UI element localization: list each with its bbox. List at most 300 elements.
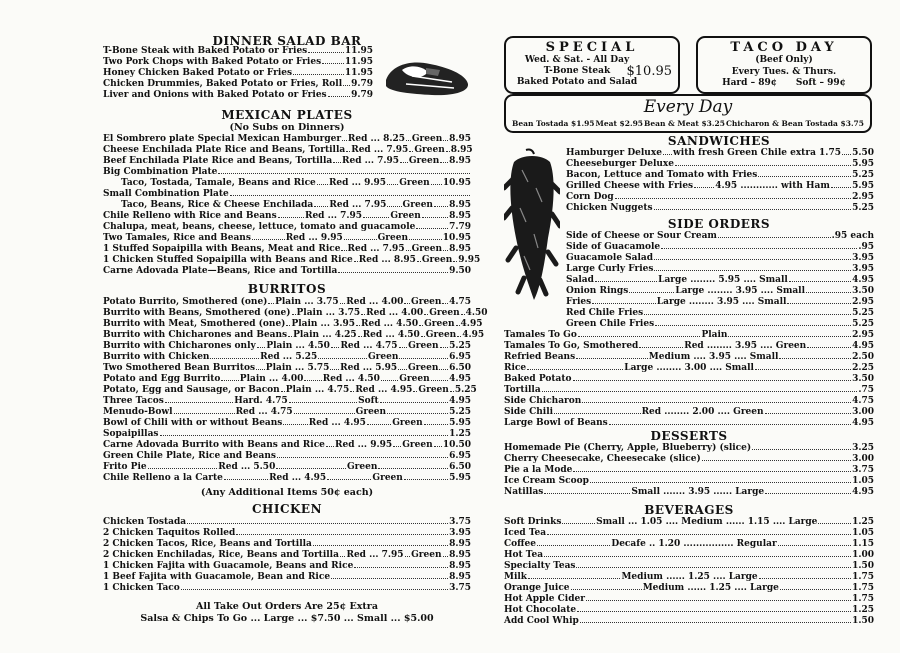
menu-item-price: 4.75 [852,396,874,406]
menu-item-name: Carne Adovada Plate—Beans, Rice and Tortilla [103,266,338,276]
dot-leader [314,199,328,207]
dot-leader [288,329,292,337]
menu-item-name: Potato, Egg and Sausage, or Bacon [103,385,280,395]
dot-leader [354,254,358,262]
menu-item-row [504,527,874,538]
dot-leader [654,263,851,271]
menu-item-row [504,395,874,406]
menu-item-name: Guacamole Salad [566,253,654,263]
menu-item-name: 2 Chicken Enchiladas, Rice, Beans and Tortilla [103,550,339,560]
dot-leader [350,384,354,392]
mexican-plates-heading: MEXICAN PLATES [221,108,353,122]
menu-item-row [566,202,874,213]
menu-item-name: Chicken Drummies, Baked Potato or Fries, Roll [103,79,343,89]
side-orders-heading: SIDE ORDERS [667,217,771,231]
menu-item-price: 10.95 [442,178,472,188]
menu-item-name: T-Bone Steak with Baked Potato or Fries [103,46,308,56]
menu-item-price: 8.95 [449,561,471,571]
dot-leader [779,351,851,359]
menu-item-red-price: Red ... 5.95 [340,363,398,373]
menu-item-name: Small Combination Plate [103,189,229,199]
dot-leader [281,384,285,392]
menu-item-green-price: Green [372,473,403,483]
menu-item-price: 1.15 [852,539,875,549]
menu-item-price: 8.95 [449,572,471,582]
dot-leader [331,340,340,348]
dot-leader [380,395,448,403]
menu-item-name: Hamburger Deluxe [566,148,662,158]
menu-item-row [566,241,874,252]
every-day-box [504,94,872,133]
dot-leader [387,177,398,185]
menu-item-row [103,362,471,373]
menu-item-name: Two Tamales, Rice and Beans [103,233,251,243]
dot-leader [759,571,851,579]
menu-item-name: Beef Enchilada Plate Rice and Beans, Tortilla [103,156,333,166]
menu-item-price: 8.95 [449,539,471,549]
every-day-item: Bean Tostada $1.95 [512,119,595,128]
dot-leader [343,78,350,86]
menu-item-name: Two Pork Chops with Baked Potato or Fries [103,57,322,67]
menu-item-price: 4.95 [852,275,874,285]
menu-item-name: Large Curly Fries [566,264,654,274]
dot-leader [416,221,448,229]
menu-item-red-price: Red ... 9.95 [335,440,393,450]
menu-item-row [103,232,471,243]
dot-leader [318,351,367,359]
menu-item-name: Corn Dog [566,192,614,202]
menu-item-price: 4.50 [465,308,488,318]
dot-leader [344,232,377,240]
dot-leader [313,538,448,546]
dot-leader [528,571,620,579]
dot-leader [453,254,457,262]
menu-item-name: Large Bowl of Beans [504,418,608,428]
dot-leader [174,406,235,414]
dot-leader [450,384,454,392]
menu-item-name: Green Chile Plate, Rice and Beans [103,451,276,461]
menu-item-row [103,340,471,351]
dot-leader [356,318,360,326]
menu-item-price: 8.95 [449,550,471,560]
menu-item-row [103,296,471,307]
menu-item-price: 5.50 [852,148,875,158]
dot-leader [446,144,450,152]
dot-leader [457,329,461,337]
menu-item-row [566,307,874,318]
menu-item-name: 1 Stuffed Sopaipilla with Beans, Meat and Rice [103,244,341,254]
menu-item-price: 4.95 [462,330,485,340]
menu-item-red-price: Red ... 4.75 [340,341,398,351]
menu-item-price: 1.50 [852,616,874,626]
menu-item-row [103,210,471,221]
dot-leader [434,199,448,207]
menu-item-green-price: Soft [358,396,379,406]
dot-leader [148,461,218,469]
menu-item-price: 1.25 [852,605,874,615]
menu-item-mid-price: Large ........ 3.00 .... Small [624,363,754,373]
every-day-item: Bean & Meat $3.25 [644,119,725,128]
dot-leader [276,461,346,469]
menu-item-name: 1 Chicken Taco [103,583,180,593]
menu-item-name: Two Smothered Bean Burritos [103,363,256,373]
taco-day-prices: Hard – 89¢ Soft – 99¢ [722,78,846,88]
dot-leader [542,384,858,392]
dot-leader [571,582,642,590]
dot-leader [644,307,851,315]
dot-leader [562,516,595,524]
dot-leader [252,232,285,240]
menu-item-price: 4.95 [460,319,483,329]
dot-leader [409,144,413,152]
menu-item-mid-price: Small ....... 3.95 ...... Large [631,487,765,497]
dot-leader [440,340,449,348]
dot-leader [378,461,448,469]
menu-item-price: 5.25 [454,385,477,395]
menu-item-name: Sopaipillas [103,429,159,439]
menu-item-name: Hot Chocolate [504,605,577,615]
dot-leader [728,329,851,337]
menu-item-row [103,351,471,362]
menu-item-price: 1.00 [852,550,874,560]
burritos-heading: BURRITOS [247,282,327,296]
menu-item-name: Side Chili [504,407,554,417]
menu-item-name: Chile Relleno with Rice and Beans [103,211,277,221]
menu-item-name: Honey Chicken Baked Potato or Fries [103,68,293,78]
menu-item-name: Menudo-Bowl [103,407,173,417]
menu-item-price: 1.05 [852,476,874,486]
dot-leader [765,406,852,414]
special-price: $10.95 [626,64,672,79]
menu-item-price: 3.95 [852,264,874,274]
menu-item-row [566,252,874,263]
menu-item-price: 5.25 [852,203,874,213]
menu-item-name: Chicken Tostada [103,517,187,527]
dot-leader [399,351,448,359]
menu-item-row [504,329,874,340]
menu-item-row [103,318,483,329]
menu-item-mid-price: Large ........ 3.95 .... Small [656,297,787,307]
menu-item-row [103,560,471,571]
menu-item-row [103,406,471,417]
menu-item-name: Fries [566,297,592,307]
menu-item-row [103,472,471,483]
menu-item-red-price: Red ... 4.00 [366,308,424,318]
menu-item-green-price: Green [346,462,378,472]
dot-leader [807,340,851,348]
menu-item-name: Onion Rings [566,286,629,296]
menu-item-price: 4.95 [852,341,874,351]
menu-item-red-price: Red ... 9.95 [285,233,343,243]
menu-item-red-price: Red ... 8.25 [347,134,406,144]
menu-item-row [103,549,471,560]
dot-leader [181,582,448,590]
dot-leader [187,516,448,524]
menu-item-name: Hot Apple Cider [504,594,585,604]
menu-item-green-price: Green [411,244,443,254]
menu-item-row [566,158,874,169]
dot-leader [294,406,355,414]
dot-leader [210,351,259,359]
menu-item-price: 5.95 [852,181,874,191]
menu-item-name: Taco, Beans, Rice & Cheese Enchilada [121,200,314,210]
dot-leader [387,199,401,207]
menu-item-row [504,582,874,593]
dot-leader [578,329,701,337]
menu-item-row [504,604,874,615]
menu-item-name: Milk [504,572,528,582]
menu-item-price: 10.50 [442,440,471,450]
beverages-heading: BEVERAGES [644,503,734,517]
menu-item-name: Bacon, Lettuce and Tomato with Fries [566,170,758,180]
dot-leader [755,362,851,370]
menu-item-red-price: Red ... 4.50 [362,330,420,340]
menu-item-row [504,453,874,464]
menu-item-row [504,571,874,582]
menu-item-name: Ice Cream Scoop [504,476,589,486]
dot-leader [718,230,831,238]
menu-item-plain-price: Plain ... 4.00 [239,374,304,384]
menu-item-name: 2 Chicken Taquitos Rolled [103,528,236,538]
special-title: SPECIAL [545,40,639,55]
menu-item-price: 4.95 [449,396,471,406]
dot-leader [663,147,672,155]
dot-leader [160,428,449,436]
menu-item-plain-price: Plain ... 4.50 [266,341,330,351]
menu-item-green-price: Green [402,200,433,210]
menu-item-name: Burrito with Chicharones only [103,341,256,351]
menu-item-green-price: Green [429,308,460,318]
menu-item-plain-price: Plain ... 4.25 [293,330,357,340]
menu-item-green-price: Green [355,407,387,417]
menu-item-price: 11.95 [344,68,373,78]
menu-item-name: Hot Tea [504,550,544,560]
menu-item-name: Tamales To Go, Smothered [504,341,639,351]
menu-item-row [103,188,471,199]
menu-item-name: Rice [504,363,527,373]
menu-item-price: 3.95 [449,528,471,538]
dot-leader [413,384,417,392]
dot-leader [576,351,648,359]
menu-item-mid-price: 4.95 ............ with Ham [715,181,830,191]
dot-leader [440,155,448,163]
menu-item-row [103,199,471,210]
dot-leader [424,307,428,315]
chicken-heading: CHICKEN [251,502,323,516]
taco-day-days: Every Tues. & Thurs. [731,67,837,77]
taco-day-beef-note: (Beef Only) [755,55,813,65]
dot-leader [289,395,357,403]
menu-item-price: 8.95 [449,211,472,221]
menu-item-name: Liver and Onions with Baked Potato or Fries [103,90,327,100]
dot-leader [654,252,851,260]
menu-item-price: 3.25 [852,443,874,453]
menu-item-name: Red Chile Fries [566,308,644,318]
menu-item-red-price: Red ... 7.95 [329,200,387,210]
menu-item-name: Orange Juice [504,583,570,593]
menu-item-row [566,263,874,274]
steak-illustration [382,56,470,98]
menu-item-green-price: Green [408,341,439,351]
menu-item-row [504,406,874,417]
menu-item-row [504,351,874,362]
dot-leader [354,560,448,568]
menu-item-row [504,417,874,428]
dot-leader [577,604,851,612]
dot-leader [780,582,851,590]
every-day-item: Chicharon & Bean Tostada $3.75 [725,119,864,128]
menu-item-red-price: Red ... 4.95 [269,473,327,483]
menu-item-name: Chicken Nuggets [566,203,653,213]
menu-item-price: 4.95 [449,374,471,384]
menu-item-red-price: Red ... 7.95 [304,211,363,221]
dot-leader [330,362,339,370]
menu-item-price: 9.50 [449,266,471,276]
dot-leader [308,45,344,53]
menu-item-mid-price: Medium .... 3.95 .... Small [648,352,779,362]
dot-leader [806,285,851,293]
menu-item-row [504,486,874,497]
menu-item-red-price: Red ... 5.25 [260,352,318,362]
salad-bar-heading: DINNER SALAD BAR [212,34,362,48]
dot-leader [304,373,321,381]
menu-item-name: Carne Adovada Burrito with Beans and Rice [103,440,325,450]
dot-leader [443,549,449,557]
additional-items-note: (Any Additional Items 50¢ each) [200,487,374,498]
menu-item-price: 8.95 [449,156,471,166]
menu-item-red-price: Red ... 7.95 [351,145,409,155]
menu-item-row [504,560,874,571]
menu-item-name: Homemade Pie (Cherry, Apple, Blueberry) (slice) [504,443,752,453]
menu-item-row [566,230,874,241]
menu-item-plain-price: Plain ... 5.75 [265,363,330,373]
dot-leader [586,593,851,601]
menu-item-plain-price: Plain ... 4.75 [285,385,350,395]
dot-leader [639,340,683,348]
menu-item-name: 1 Chicken Stuffed Sopaipilla with Beans and Rice [103,255,353,265]
menu-item-name: Salad [566,275,594,285]
special-item: T-Bone Steak [543,66,611,76]
desserts-heading: DESSERTS [650,429,728,443]
menu-item-row [103,144,471,155]
menu-item-price: 11.95 [344,57,373,67]
every-day-item: Meat $2.95 [595,119,644,128]
menu-item-row [103,329,485,340]
menu-item-red-price: Red ... 5.50 [218,462,276,472]
menu-item-name: Specialty Teas [504,561,576,571]
menu-item-row [504,593,874,604]
menu-item-row [103,582,471,593]
taco-day-title: TACO DAY [730,40,838,55]
menu-item-name: Iced Tea [504,528,547,538]
dot-leader [595,274,657,282]
dot-leader [615,191,851,199]
menu-item-name: Side Chicharon [504,396,582,406]
menu-item-price: 1.75 [852,583,874,593]
menu-item-price: 2.25 [852,363,875,373]
dot-leader [655,318,851,326]
menu-item-price: 3.75 [852,465,874,475]
dot-leader [609,417,851,425]
menu-item-row [504,442,874,453]
menu-item-price: 4.95 [852,487,875,497]
dot-leader [268,296,274,304]
menu-item-mid-price: Large ........ 3.95 .... Small [675,286,806,296]
menu-item-name: Coffee [504,539,537,549]
menu-item-price: 5.95 [449,418,471,428]
menu-item-row [504,516,874,527]
menu-item-red-price: Red ... 4.75 [235,407,293,417]
dot-leader [554,406,641,414]
dot-leader [573,464,851,472]
dot-leader [367,417,391,425]
menu-item-plain-price: Plain ... 3.95 [291,319,356,329]
menu-item-price: 9.79 [351,79,373,89]
menu-item-row [103,177,471,188]
menu-item-price: 1.25 [449,429,471,439]
dot-leader [576,560,851,568]
menu-item-row [504,373,874,384]
dot-leader [340,296,346,304]
menu-item-name: Natillas [504,487,544,497]
menu-item-row [103,56,373,67]
menu-item-name: Burrito with Chicken [103,352,210,362]
menu-item-price: 3.75 [449,517,471,527]
menu-item-mid-price: Large ........ 5.95 .... Small [658,275,788,285]
dot-leader [218,166,470,174]
mexican-plates-subtitle: (No Subs on Dinners) [229,122,345,133]
menu-item-plain-price: Plain ... 3.75 [275,297,339,307]
menu-item-price: 8.95 [449,244,472,254]
menu-item-name: Soft Drinks [504,517,562,527]
dot-leader [346,144,350,152]
menu-item-price: 9.95 [458,255,481,265]
dot-leader [293,67,344,75]
menu-item-green-price: Green [425,330,457,340]
menu-item-green-price: Green [407,363,439,373]
menu-item-name: Pie a la Mode [504,465,573,475]
dot-leader [404,296,410,304]
menu-item-price: 5.25 [449,407,471,417]
menu-item-name: Burrito with Meat, Smothered (one) [103,319,286,329]
dot-leader [434,439,442,447]
menu-item-row [103,89,373,100]
menu-item-row [103,221,471,232]
menu-item-row [566,191,874,202]
menu-item-mid-price: Red ........ 2.00 .... Green [641,407,764,417]
dot-leader [331,571,448,579]
menu-item-name: Potato and Egg Burrito [103,374,221,384]
menu-item-row [103,461,471,472]
menu-item-red-price: Red ... 4.95 [355,385,413,395]
menu-item-price: 4.75 [449,297,472,307]
dot-leader [257,340,266,348]
menu-item-row [504,464,874,475]
menu-item-green-price: Green [402,440,433,450]
menu-item-row [566,274,874,285]
menu-item-name: Potato Burrito, Smothered (one) [103,297,268,307]
menu-item-price: 4.95 [852,418,874,428]
dot-leader [422,210,448,218]
menu-item-price: 1.75 [852,594,874,604]
menu-item-name: Baked Potato [504,374,572,384]
menu-item-mid-price: Medium ...... 1.25 .... Large [621,572,758,582]
menu-item-row [103,78,373,89]
dot-leader [327,472,371,480]
dot-leader [592,296,656,304]
menu-item-row [103,243,471,254]
sandwiches-heading: SANDWICHES [667,134,771,148]
